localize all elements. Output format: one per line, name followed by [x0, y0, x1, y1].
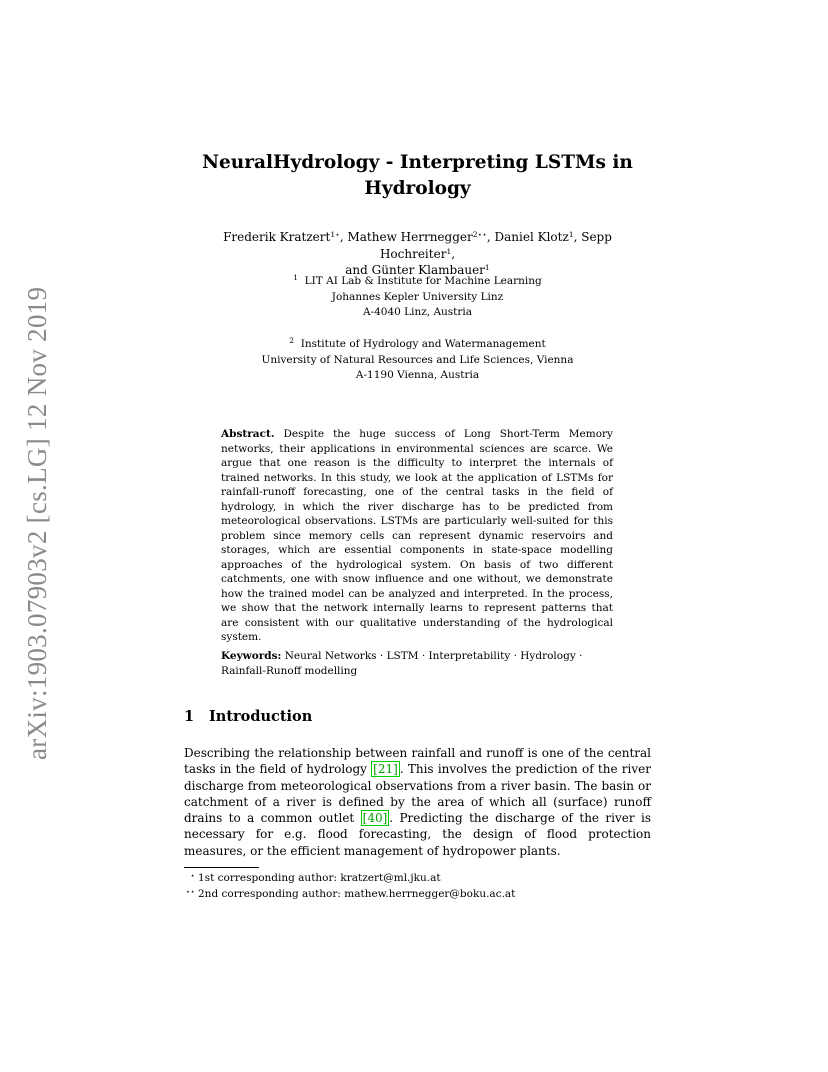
section-title: Introduction [209, 708, 313, 725]
footnote-rule [184, 867, 259, 868]
affiliation-2 [184, 337, 651, 384]
author-list: Frederik Kratzert$^{1⋆}$, Mathew Herrnegger$^{2⋆⋆}$, Daniel Klotz$^1$, Sepp Hochreiter$^1$, and Günter Klambauer$^1$ [223, 230, 612, 277]
citation-link[interactable]: [21] [373, 762, 398, 777]
affiliation-line: Johannes Kepler University Linz [331, 290, 504, 303]
affiliation-line: A-1190 Vienna, Austria [355, 369, 480, 381]
author-affiliation-mark: 1 [484, 263, 490, 272]
author-affiliation-mark: 1⋆ [330, 230, 340, 239]
title-line-2: Hydrology [364, 178, 471, 199]
author-name: Daniel Klotz [494, 230, 569, 244]
author-affiliation-mark: 1 [446, 246, 452, 256]
title-line-1: NeuralHydrology - Interpreting LSTMs in [202, 152, 633, 173]
footnotes [184, 871, 651, 902]
keywords [221, 649, 613, 678]
keywords-text: Neural Networks · LSTM · Interpretability · Hydrology · Rainfall-Runoff modelling [221, 650, 583, 677]
keywords-label: Keywords: [221, 650, 282, 662]
footnote: ⋆ 1st corresponding author: kratzert@ml.jku.at [190, 871, 441, 884]
author-affiliation-mark: 2⋆⋆ [472, 230, 487, 239]
author-affiliation-mark: 1 [568, 230, 574, 239]
affiliation-line: University of Natural Resources and Life Sciences, Vienna [261, 353, 574, 366]
author-name: Frederik Kratzert [223, 230, 331, 244]
paper-title [184, 150, 651, 202]
abstract [221, 427, 613, 645]
affiliation-mark: 2 [289, 336, 295, 345]
footnote-text: 1st corresponding author: kratzert@ml.jku.at [198, 872, 441, 884]
abstract-text: Despite the huge success of Long Short-Term Memory networks, their applications in environmental sciences are scarce. We argue that one reason is the difficulty to interpret the internals of trained networks. In this study, we look at the application of LSTMs for rainfall-runoff forecasting, one of the central tasks in the field of hydrology, in which the river discharge has to be predicted from meteorological observations. LSTMs are particularly well-suited for this problem since memory cells can represent dynamic reservoirs and storages, which are essential components in state-space modelling approaches of the hydrological system. On basis of two different catchments, one with snow influence and one without, we demonstrate how the trained model can be analyzed and interpreted. In the process, we show that the network internally learns to represent patterns that are consistent with our qualitative understanding of the hydrological system. [221, 428, 613, 643]
arxiv-identifier-stamp: arXiv:1903.07903v2 [cs.LG] 12 Nov 2019 [22, 286, 52, 760]
footnote-text: 2nd corresponding author: mathew.herrnegger@boku.ac.at [198, 887, 516, 900]
abstract-label: Abstract. [221, 428, 275, 440]
author-name: Mathew Herrnegger [347, 230, 473, 244]
affiliation-mark: 1 [293, 273, 298, 282]
affiliation-line: Institute of Hydrology and Watermanagement [300, 338, 546, 350]
author-name: Sepp Hochreiter [379, 230, 612, 261]
body-text-segment: Describing the relationship between rainfall and runoff is one of the central tasks in the field of hydrology [184, 746, 651, 777]
affiliation-1 [184, 274, 651, 321]
introduction-paragraph [184, 745, 651, 859]
affiliation-line: A-4040 Linz, Austria [362, 306, 473, 318]
section-number: 1 [184, 708, 195, 725]
author-name: and Günter Klambauer [345, 263, 485, 277]
affiliation-line: LIT AI Lab & Institute for Machine Learning [304, 275, 542, 287]
body-text-segment: . This involves the prediction of the river discharge from meteorological observations from a river basin. The basin or catchment of a river is defined by the area of which all (surface) runoff drains to a common outlet [184, 762, 651, 826]
section-heading [184, 708, 312, 725]
footnote: ⋆⋆ 2nd corresponding author: mathew.herrnegger@boku.ac.at [185, 886, 516, 900]
citation-link[interactable]: [40] [362, 811, 388, 826]
body-text-segment: . Predicting the discharge of the river is necessary for e.g. flood forecasting, the design of flood protection measures, or the efficient management of hydropower plants. [184, 811, 651, 858]
